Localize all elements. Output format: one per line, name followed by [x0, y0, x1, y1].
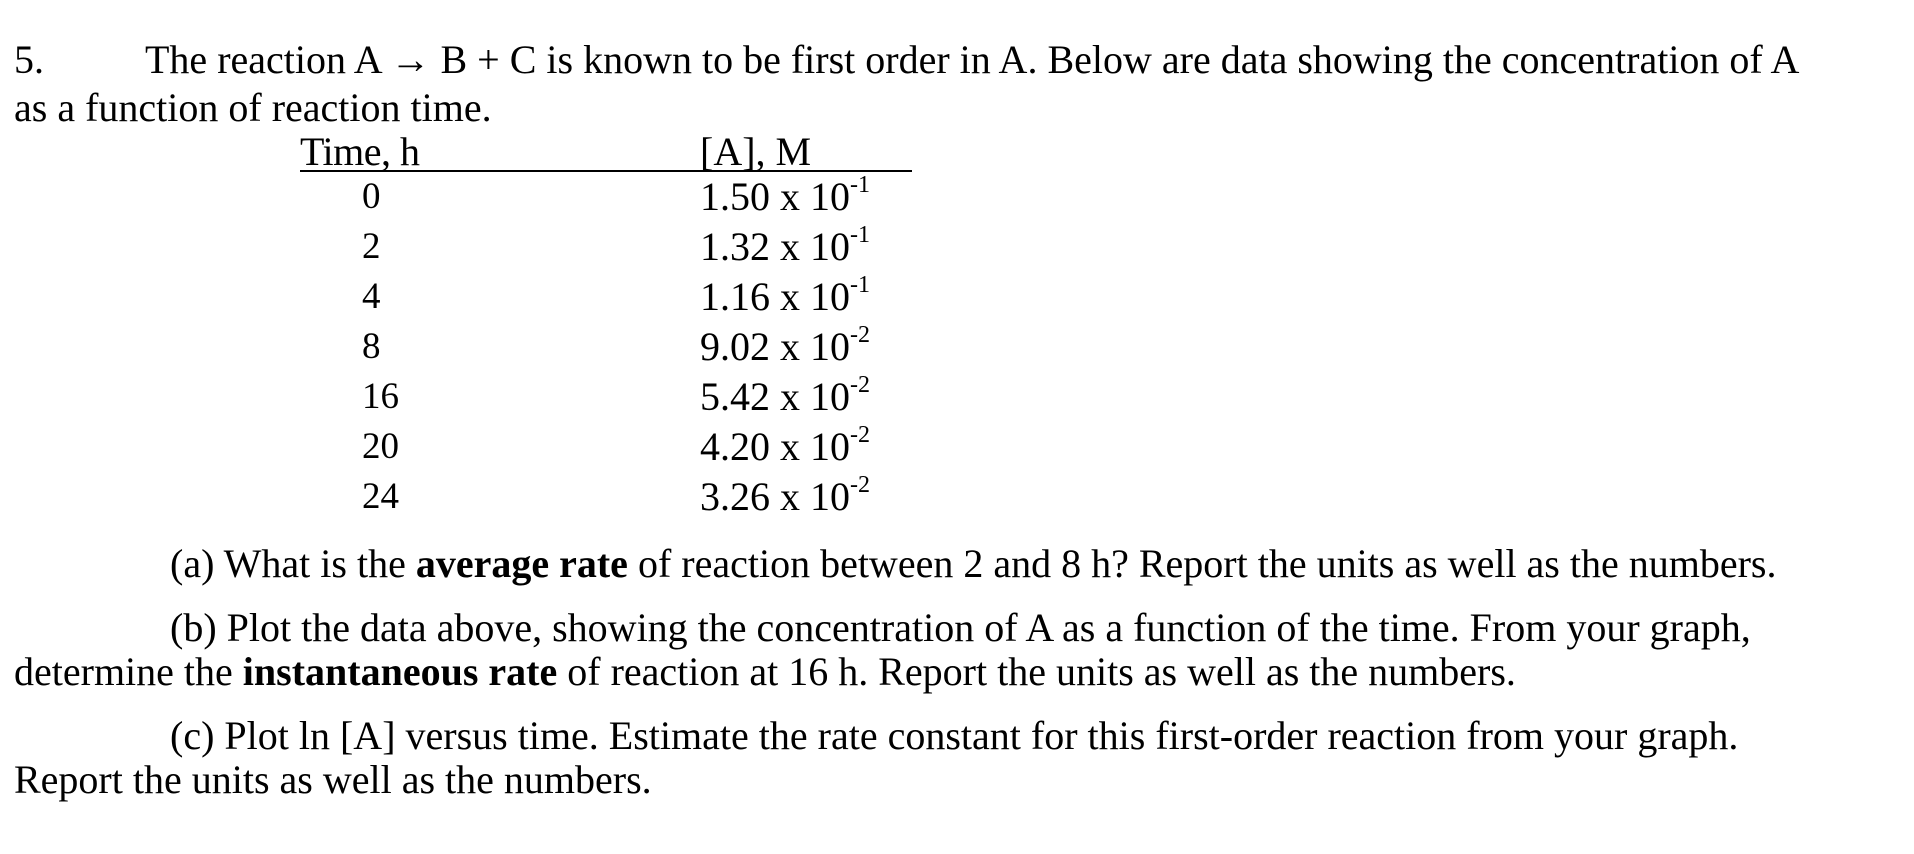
concentration-column-header: [A], M	[700, 129, 812, 174]
question-number: 5.	[14, 37, 44, 82]
emphasis-instantaneous-rate: instantaneous rate	[242, 649, 558, 694]
table-row	[0, 222, 1000, 272]
concentration-cell: 5.42 x $10^{-2}$	[700, 371, 870, 419]
part-b-line1: (b) Plot the data above, showing the concentration of A as a function of the time. From your graph,	[170, 605, 1751, 650]
time-cell: 4	[362, 276, 381, 317]
question-intro-line1: The reaction A → B + C is known to be first order in A. Below are data showing the concentration of A	[145, 37, 1800, 82]
concentration-cell: 9.02 x $10^{-2}$	[700, 321, 870, 369]
table-row	[0, 422, 1000, 472]
time-cell: 24	[362, 476, 399, 517]
table-row	[0, 372, 1000, 422]
concentration-cell: 1.16 x $10^{-1}$	[700, 271, 870, 319]
time-cell: 16	[362, 376, 399, 417]
part-b-line2: determine the instantaneous rate of reaction at 16 h. Report the units as well as the numbers.	[14, 649, 1516, 694]
time-column-header: Time, h	[300, 129, 420, 174]
emphasis-average-rate: average rate	[415, 541, 628, 586]
table-row	[0, 472, 1000, 522]
concentration-cell: 4.20 x $10^{-2}$	[700, 421, 870, 469]
concentration-cell: 3.26 x $10^{-2}$	[700, 471, 870, 519]
table-row	[0, 272, 1000, 322]
concentration-cell: 1.50 x $10^{-1}$	[700, 171, 870, 219]
time-cell: 2	[362, 226, 381, 267]
part-c-line1: (c) Plot ln [A] versus time. Estimate the rate constant for this first-order reaction from your graph.	[170, 713, 1739, 758]
time-cell: 8	[362, 326, 381, 367]
question-intro-line2: as a function of reaction time.	[14, 85, 492, 130]
time-cell: 0	[362, 176, 381, 217]
time-cell: 20	[362, 426, 399, 467]
part-a-text: (a) What is the average rate of reaction between 2 and 8 h? Report the units as well as the numbers.	[170, 541, 1777, 586]
table-row	[0, 172, 1000, 222]
table-row	[0, 322, 1000, 372]
table-header	[300, 130, 912, 172]
part-c-line2: Report the units as well as the numbers.	[14, 757, 652, 802]
concentration-cell: 1.32 x $10^{-1}$	[700, 221, 870, 269]
